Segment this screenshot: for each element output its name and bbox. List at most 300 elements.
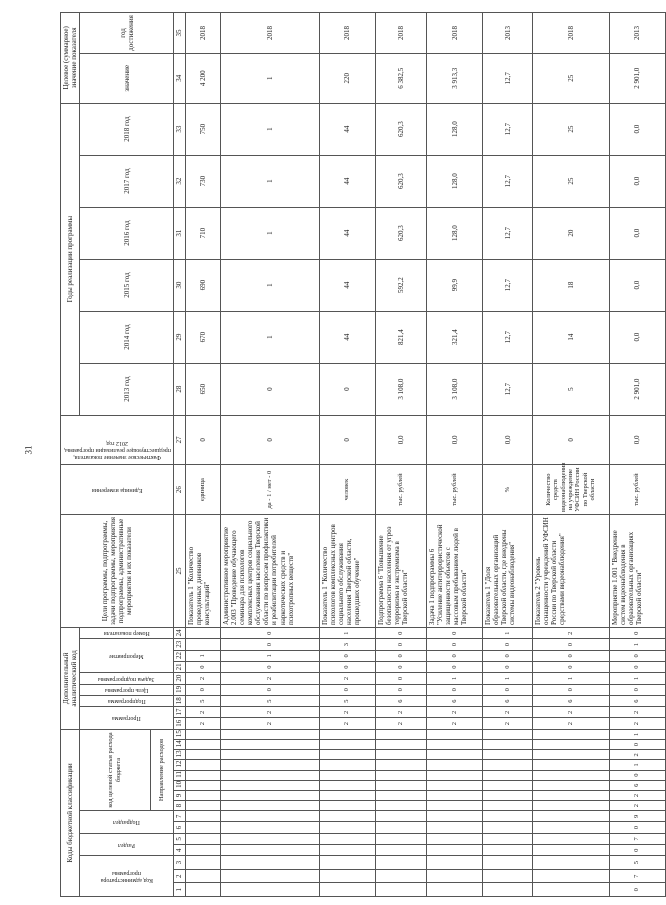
column-number: 30 — [174, 259, 186, 311]
row-target-value: 3 913,3 — [427, 53, 483, 103]
task-header: Задача подпрограммы — [80, 673, 174, 684]
code-digit: 0 — [427, 662, 483, 673]
row-year-value: 12,7 — [483, 363, 533, 415]
row-fact: 0,0 — [427, 415, 483, 465]
code-digit: 1 — [427, 673, 483, 684]
target-article-header: код целевой статьи расхода бюджета — [80, 729, 151, 810]
row-year-value: 650 — [186, 363, 221, 415]
row-target-year: 2018 — [186, 13, 221, 54]
code-digit — [532, 760, 609, 770]
name-header: Цели программы, подпрограммы, задачи подпрограммы, мероприятия подпрограммы, административные мероприятия и их показатели — [61, 514, 174, 627]
code-digit — [427, 760, 483, 770]
row-fact: 0 — [221, 415, 319, 465]
code-digit — [427, 770, 483, 780]
column-number: 1 — [174, 883, 186, 897]
code-digit — [186, 845, 221, 856]
code-digit: 0 — [319, 684, 375, 695]
code-digit — [221, 750, 319, 760]
code-digit — [221, 760, 319, 770]
code-digit — [427, 729, 483, 739]
unit-header: Единица измерения — [61, 465, 174, 515]
code-digit — [532, 770, 609, 780]
code-digit — [427, 790, 483, 800]
event-header: Мероприятие — [80, 639, 174, 673]
row-year-value: 128,0 — [427, 103, 483, 155]
row-year-value: 128,0 — [427, 155, 483, 207]
table-row — [427, 13, 483, 897]
code-digit: 1 — [609, 760, 665, 770]
row-year-value: 2 901,0 — [609, 363, 665, 415]
code-digit: 2 — [483, 707, 533, 718]
code-digit — [532, 811, 609, 822]
column-number: 3 — [174, 856, 186, 870]
row-year-value: 592,2 — [375, 259, 427, 311]
code-digit — [532, 856, 609, 870]
row-target-year: 2018 — [319, 13, 375, 54]
row-year-value: 821,4 — [375, 311, 427, 363]
row-target-value: 25 — [532, 53, 609, 103]
code-digit: 1 — [609, 639, 665, 650]
table-row — [186, 13, 221, 897]
row-target-year: 2013 — [609, 13, 665, 54]
code-digit — [375, 790, 427, 800]
row-year-value: 0,0 — [609, 207, 665, 259]
code-digit: 0 — [609, 684, 665, 695]
code-digit — [483, 750, 533, 760]
column-number: 26 — [174, 465, 186, 515]
code-digit — [186, 760, 221, 770]
code-digit — [427, 883, 483, 897]
code-digit: 2 — [221, 718, 319, 729]
code-digit: 1 — [319, 627, 375, 638]
code-digit — [319, 811, 375, 822]
code-digit — [483, 780, 533, 790]
code-digit: 0 — [609, 883, 665, 897]
code-digit: 2 — [221, 673, 319, 684]
year-2017-header: 2017 год — [80, 155, 174, 207]
column-number: 27 — [174, 415, 186, 465]
column-number: 24 — [174, 627, 186, 638]
code-digit: 0 — [609, 627, 665, 638]
column-number: 16 — [174, 718, 186, 729]
row-fact: 0,0 — [483, 415, 533, 465]
code-digit: 3 — [319, 639, 375, 650]
code-digit: 2 — [186, 718, 221, 729]
code-digit — [186, 883, 221, 897]
code-digit — [221, 833, 319, 844]
table-row — [609, 13, 665, 897]
row-unit: % — [483, 465, 533, 515]
row-target-value: 2 901,0 — [609, 53, 665, 103]
row-fact: 0 — [532, 415, 609, 465]
table-row — [483, 13, 533, 897]
code-digit — [319, 770, 375, 780]
header-row-groups — [61, 13, 80, 897]
code-digit: 2 — [319, 707, 375, 718]
code-digit — [221, 770, 319, 780]
code-digit — [427, 780, 483, 790]
column-number: 9 — [174, 790, 186, 800]
code-digit — [532, 869, 609, 883]
code-digit — [483, 833, 533, 844]
code-digit: 0 — [483, 650, 533, 661]
code-digit: 0 — [609, 845, 665, 856]
year-2018-header: 2018 год — [80, 103, 174, 155]
page-number: 31 — [23, 445, 34, 455]
code-digit — [375, 856, 427, 870]
code-digit — [532, 801, 609, 811]
row-name: Мероприятие 1.001 "Внедрение систем видеонаблюдения в образовательных организациях Тверской области" — [609, 514, 665, 627]
code-digit: 0 — [427, 684, 483, 695]
row-year-value: 0 — [221, 363, 319, 415]
code-digit — [319, 833, 375, 844]
row-year-value: 620,3 — [375, 207, 427, 259]
column-number: 23 — [174, 639, 186, 650]
code-digit — [186, 770, 221, 780]
row-year-value: 3 108,0 — [375, 363, 427, 415]
code-digit — [319, 845, 375, 856]
row-fact: 0 — [319, 415, 375, 465]
code-digit: 0 — [319, 662, 375, 673]
row-year-value: 12,7 — [483, 155, 533, 207]
column-number: 33 — [174, 103, 186, 155]
row-year-value: 14 — [532, 311, 609, 363]
code-digit: 0 — [427, 639, 483, 650]
column-number: 25 — [174, 514, 186, 627]
code-digit: 2 — [186, 707, 221, 718]
row-year-value: 25 — [532, 103, 609, 155]
code-digit — [532, 740, 609, 750]
code-digit — [319, 869, 375, 883]
row-name: Задача 1 подпрограммы 6 "Усиление антитеррористической защищенности объектов с массовым пребыванием людей в Тверской области" — [427, 514, 483, 627]
row-year-value: 0,0 — [609, 103, 665, 155]
row-year-value: 44 — [319, 155, 375, 207]
row-fact: 0 — [186, 415, 221, 465]
row-unit: человек — [319, 465, 375, 515]
row-target-value: 1 — [221, 53, 319, 103]
code-digit: 0 — [609, 740, 665, 750]
code-digit — [375, 869, 427, 883]
code-digit: 0 — [375, 684, 427, 695]
code-digit — [319, 750, 375, 760]
row-target-year: 2018 — [427, 13, 483, 54]
code-digit — [221, 801, 319, 811]
row-year-value: 12,7 — [483, 103, 533, 155]
code-digit: 2 — [532, 627, 609, 638]
code-digit: 5 — [319, 695, 375, 706]
code-digit: 5 — [221, 695, 319, 706]
code-digit — [483, 790, 533, 800]
code-digit — [483, 883, 533, 897]
row-year-value: 670 — [186, 311, 221, 363]
code-digit — [483, 760, 533, 770]
code-digit: 1 — [483, 673, 533, 684]
column-number: 28 — [174, 363, 186, 415]
code-digit: 1 — [609, 673, 665, 684]
column-number: 20 — [174, 673, 186, 684]
code-digit: 2 — [319, 718, 375, 729]
code-digit: 1 — [186, 650, 221, 661]
code-digit — [427, 811, 483, 822]
row-target-value: 220 — [319, 53, 375, 103]
row-unit: Количество средств видеонаблюдения на учреждение УФСИН России по Тверской области — [532, 465, 609, 515]
target-year-header: год достижения — [80, 13, 174, 54]
row-year-value: 18 — [532, 259, 609, 311]
code-digit — [221, 845, 319, 856]
code-digit — [221, 811, 319, 822]
row-year-value: 321,4 — [427, 311, 483, 363]
code-digit: 0 — [427, 650, 483, 661]
column-number: 17 — [174, 707, 186, 718]
row-target-year: 2018 — [375, 13, 427, 54]
code-digit — [186, 639, 221, 650]
code-digit: 2 — [532, 707, 609, 718]
code-digit — [319, 740, 375, 750]
row-name: Показатель 1 "Количество психологов комплексных центров социального обслуживания населения Тверской области, прошедших обучение" — [319, 514, 375, 627]
row-target-year: 2018 — [221, 13, 319, 54]
code-digit: 5 — [186, 695, 221, 706]
code-digit — [186, 780, 221, 790]
row-year-value: 1 — [221, 103, 319, 155]
table-body — [186, 13, 666, 897]
row-name: Показатель 1 "Доля образовательных организаций Тверской области, где внедрены системы видеонаблюдения" — [483, 514, 533, 627]
code-digit: 0 — [375, 662, 427, 673]
code-digit — [427, 833, 483, 844]
code-digit: 2 — [609, 707, 665, 718]
code-digit — [221, 822, 319, 833]
year-2014-header: 2014 год — [80, 311, 174, 363]
row-year-value: 44 — [319, 207, 375, 259]
year-2016-header: 2016 год — [80, 207, 174, 259]
row-target-value: 6 382,5 — [375, 53, 427, 103]
table-row — [221, 13, 319, 897]
code-digit: 1 — [221, 650, 319, 661]
code-digit — [427, 822, 483, 833]
row-year-value: 128,0 — [427, 207, 483, 259]
code-digit — [483, 770, 533, 780]
code-digit: 0 — [427, 627, 483, 638]
row-year-value: 44 — [319, 103, 375, 155]
code-digit: 1 — [609, 729, 665, 739]
code-digit — [221, 856, 319, 870]
row-unit: да - 1 / нет - 0 — [221, 465, 319, 515]
row-target-value: 4 200 — [186, 53, 221, 103]
column-number: 10 — [174, 780, 186, 790]
code-digit — [375, 770, 427, 780]
code-digit: 0 — [483, 662, 533, 673]
code-digit — [319, 822, 375, 833]
code-digit: 0 — [375, 639, 427, 650]
code-digit: 0 — [186, 662, 221, 673]
code-digit — [427, 856, 483, 870]
column-number: 8 — [174, 801, 186, 811]
column-number: 7 — [174, 811, 186, 822]
row-unit: тыс. рублей — [609, 465, 665, 515]
row-year-value: 0,0 — [609, 155, 665, 207]
podrazdel-header: Подраздел — [80, 811, 174, 834]
code-digit — [319, 883, 375, 897]
code-digit — [186, 822, 221, 833]
program-header: Программа — [80, 707, 174, 730]
subprogram-header: Подпрограмма — [80, 695, 174, 706]
row-unit: тыс. рублей — [427, 465, 483, 515]
column-number: 5 — [174, 833, 186, 844]
code-digit: 0 — [221, 662, 319, 673]
code-digit: 6 — [427, 695, 483, 706]
code-digit: 5 — [609, 856, 665, 870]
code-digit: 0 — [609, 822, 665, 833]
row-name: Показатель 2 "Уровень оснащенности учреждений УФСИН России по Тверской области средствами видеонаблюдения" — [532, 514, 609, 627]
code-digit: 7 — [609, 869, 665, 883]
code-digit — [375, 883, 427, 897]
fact-header: Фактическое значение показателя, предшествующее реализации программы, 2012 год — [61, 415, 174, 465]
row-fact: 0,0 — [609, 415, 665, 465]
code-digit — [375, 760, 427, 770]
code-digit: 2 — [609, 750, 665, 760]
code-digit — [532, 833, 609, 844]
row-year-value: 0,0 — [609, 311, 665, 363]
code-digit — [532, 883, 609, 897]
code-digit — [483, 801, 533, 811]
row-target-value: 12,7 — [483, 53, 533, 103]
program-goal-header: Цель программы — [80, 684, 174, 695]
code-digit — [319, 790, 375, 800]
code-digit: 2 — [319, 673, 375, 684]
column-number: 14 — [174, 740, 186, 750]
code-digit — [186, 856, 221, 870]
code-digit — [532, 790, 609, 800]
code-digit: 0 — [609, 662, 665, 673]
code-digit: 0 — [221, 627, 319, 638]
code-digit — [483, 811, 533, 822]
code-digit — [221, 790, 319, 800]
code-digit — [375, 801, 427, 811]
code-digit — [532, 750, 609, 760]
code-digit: 2 — [609, 801, 665, 811]
column-number: 12 — [174, 760, 186, 770]
column-number: 18 — [174, 695, 186, 706]
table-row — [532, 13, 609, 897]
row-year-value: 12,7 — [483, 311, 533, 363]
code-digit — [319, 780, 375, 790]
code-digit — [427, 869, 483, 883]
row-year-value: 44 — [319, 311, 375, 363]
row-year-value: 5 — [532, 363, 609, 415]
row-target-year: 2018 — [532, 13, 609, 54]
code-digit: 2 — [427, 718, 483, 729]
column-number: 2 — [174, 869, 186, 883]
code-digit — [375, 845, 427, 856]
program-indicator-table-sheet — [60, 12, 643, 897]
row-target-year: 2013 — [483, 13, 533, 54]
code-digit — [532, 822, 609, 833]
code-digit: 9 — [609, 811, 665, 822]
code-digit — [427, 750, 483, 760]
column-number-row — [174, 13, 186, 897]
row-year-value: 0 — [319, 363, 375, 415]
code-digit — [221, 869, 319, 883]
row-year-value: 710 — [186, 207, 221, 259]
code-digit: 0 — [375, 650, 427, 661]
code-digit: 0 — [221, 684, 319, 695]
code-digit: 1 — [532, 673, 609, 684]
column-number: 21 — [174, 662, 186, 673]
code-digit: 2 — [186, 673, 221, 684]
code-digit: 2 — [532, 718, 609, 729]
code-digit — [375, 822, 427, 833]
code-digit: 2 — [427, 707, 483, 718]
column-number: 31 — [174, 207, 186, 259]
code-digit — [483, 729, 533, 739]
column-number: 13 — [174, 750, 186, 760]
code-digit — [483, 845, 533, 856]
code-digit: 0 — [375, 627, 427, 638]
code-digit — [319, 760, 375, 770]
code-digit — [186, 729, 221, 739]
row-name: Подпрограмма 6 "Повышение безопасности населения от угроз терроризма и экстремизма в Тверской области" — [375, 514, 427, 627]
code-digit — [186, 790, 221, 800]
code-digit — [427, 801, 483, 811]
row-year-value: 1 — [221, 311, 319, 363]
target-value-header: значение — [80, 53, 174, 103]
code-digit: 1 — [483, 627, 533, 638]
code-digit — [319, 801, 375, 811]
row-unit: тыс. рублей — [375, 465, 427, 515]
row-year-value: 1 — [221, 259, 319, 311]
year-2015-header: 2015 год — [80, 259, 174, 311]
code-digit — [319, 729, 375, 739]
row-year-value: 750 — [186, 103, 221, 155]
row-year-value: 620,3 — [375, 155, 427, 207]
code-digit — [375, 750, 427, 760]
code-digit: 0 — [532, 662, 609, 673]
row-year-value: 620,3 — [375, 103, 427, 155]
code-digit — [375, 811, 427, 822]
code-digit: 0 — [375, 673, 427, 684]
code-digit — [221, 740, 319, 750]
code-digit: 0 — [221, 639, 319, 650]
row-year-value: 0,0 — [609, 259, 665, 311]
row-year-value: 1 — [221, 155, 319, 207]
code-digit: 6 — [483, 695, 533, 706]
code-digit: 6 — [375, 695, 427, 706]
code-digit: 0 — [532, 684, 609, 695]
code-digit — [186, 833, 221, 844]
direction-header: Направление расходов — [150, 729, 173, 810]
code-digit: 2 — [483, 718, 533, 729]
program-indicator-table — [60, 12, 666, 897]
code-digit: 2 — [609, 718, 665, 729]
code-digit — [483, 822, 533, 833]
years-header: Годы реализации программы — [61, 103, 80, 415]
analytic-code-header: Дополнительный аналитический код — [61, 627, 80, 729]
code-digit: 2 — [375, 707, 427, 718]
row-fact: 0,0 — [375, 415, 427, 465]
code-digit: 0 — [483, 639, 533, 650]
code-digit — [532, 845, 609, 856]
row-year-value: 1 — [221, 207, 319, 259]
razdel-header: Раздел — [80, 833, 174, 856]
row-year-value: 12,7 — [483, 207, 533, 259]
code-digit — [483, 856, 533, 870]
code-digit: 0 — [532, 650, 609, 661]
code-digit — [427, 845, 483, 856]
column-number: 34 — [174, 53, 186, 103]
code-digit — [427, 740, 483, 750]
code-digit — [375, 729, 427, 739]
code-digit — [186, 801, 221, 811]
row-year-value: 99,9 — [427, 259, 483, 311]
